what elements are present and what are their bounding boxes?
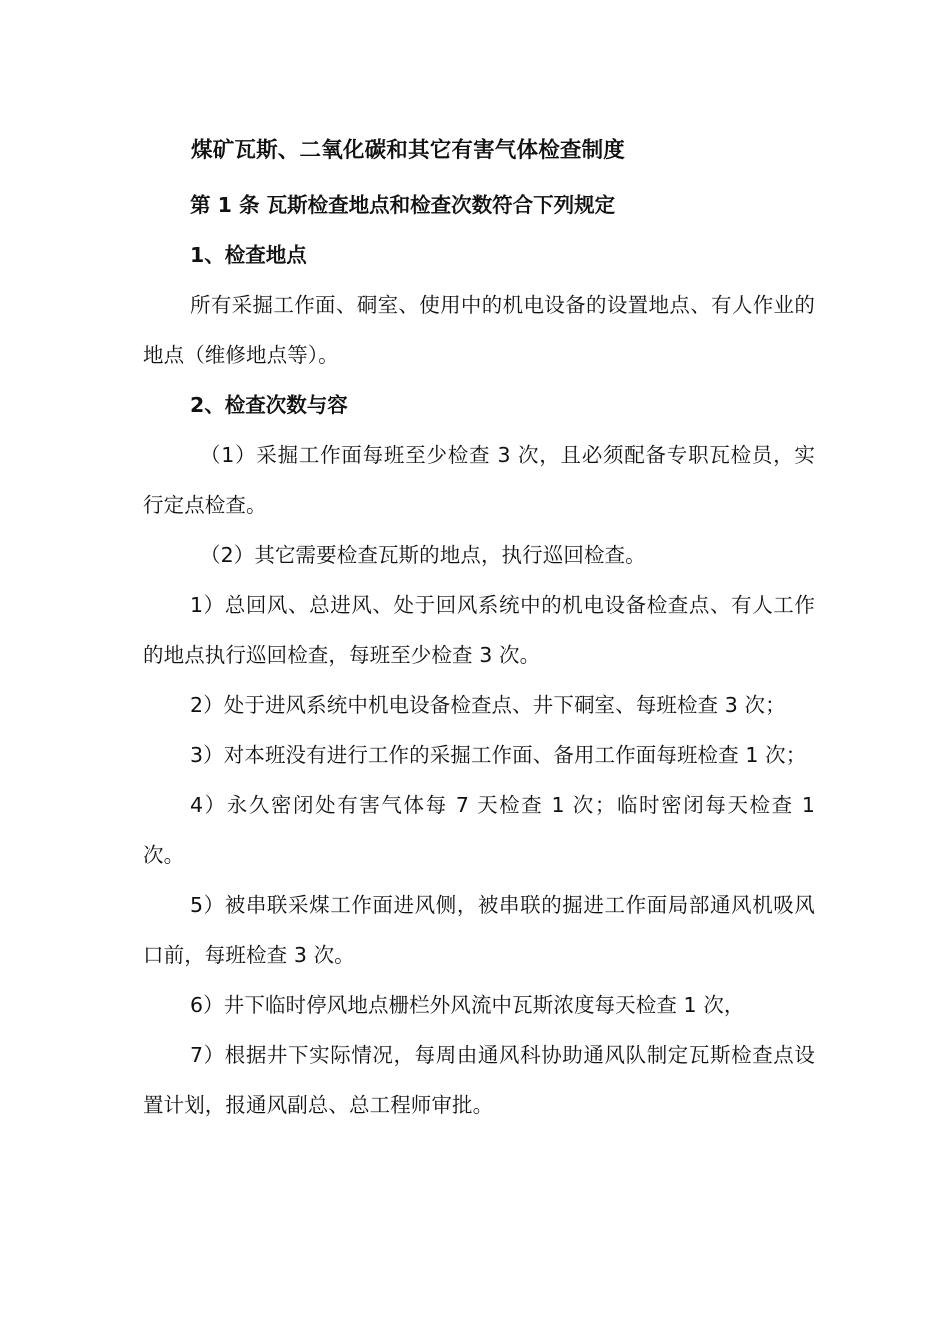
paragraph-subitem-4: 4）永久密闭处有害气体每 7 天检查 1 次；临时密闭每天检查 1 次。 <box>143 793 815 867</box>
paragraph-subitem-2: 2）处于进风系统中机电设备检查点、井下硐室、每班检查 3 次； <box>190 693 786 717</box>
article-heading: 第 1 条 瓦斯检查地点和检查次数符合下列规定 <box>190 193 616 217</box>
paragraph-subitem-7: 7）根据井下实际情况，每周由通风科协助通风队制定瓦斯检查点设置计划，报通风副总、总工程师审批。 <box>143 1043 815 1117</box>
document-body <box>143 130 815 1130</box>
section-heading-inspection-locations: 1、检查地点 <box>190 243 307 267</box>
paragraph-item-2: （2）其它需要检查瓦斯的地点，执行巡回检查。 <box>200 543 646 567</box>
paragraph-subitem-5: 5）被串联采煤工作面进风侧，被串联的掘进工作面局部通风机吸风口前，每班检查 3 次。 <box>143 893 815 967</box>
document-title: 煤矿瓦斯、二氧化碳和其它有害气体检查制度 <box>191 138 626 163</box>
paragraph-subitem-3: 3）对本班没有进行工作的采掘工作面、备用工作面每班检查 1 次； <box>190 743 807 767</box>
paragraph-subitem-1: 1）总回风、总进风、处于回风系统中的机电设备检查点、有人工作的地点执行巡回检查，每班至少检查 3 次。 <box>143 593 815 667</box>
paragraph-inspection-locations: 所有采掘工作面、硐室、使用中的机电设备的设置地点、有人作业的地点（维修地点等）。 <box>143 293 815 367</box>
section-heading-inspection-frequency: 2、检查次数与容 <box>190 393 348 417</box>
paragraph-subitem-6: 6）井下临时停风地点栅栏外风流中瓦斯浓度每天检查 1 次， <box>190 993 745 1017</box>
paragraph-item-1: （1）采掘工作面每班至少检查 3 次，且必须配备专职瓦检员，实行定点检查。 <box>143 443 815 517</box>
